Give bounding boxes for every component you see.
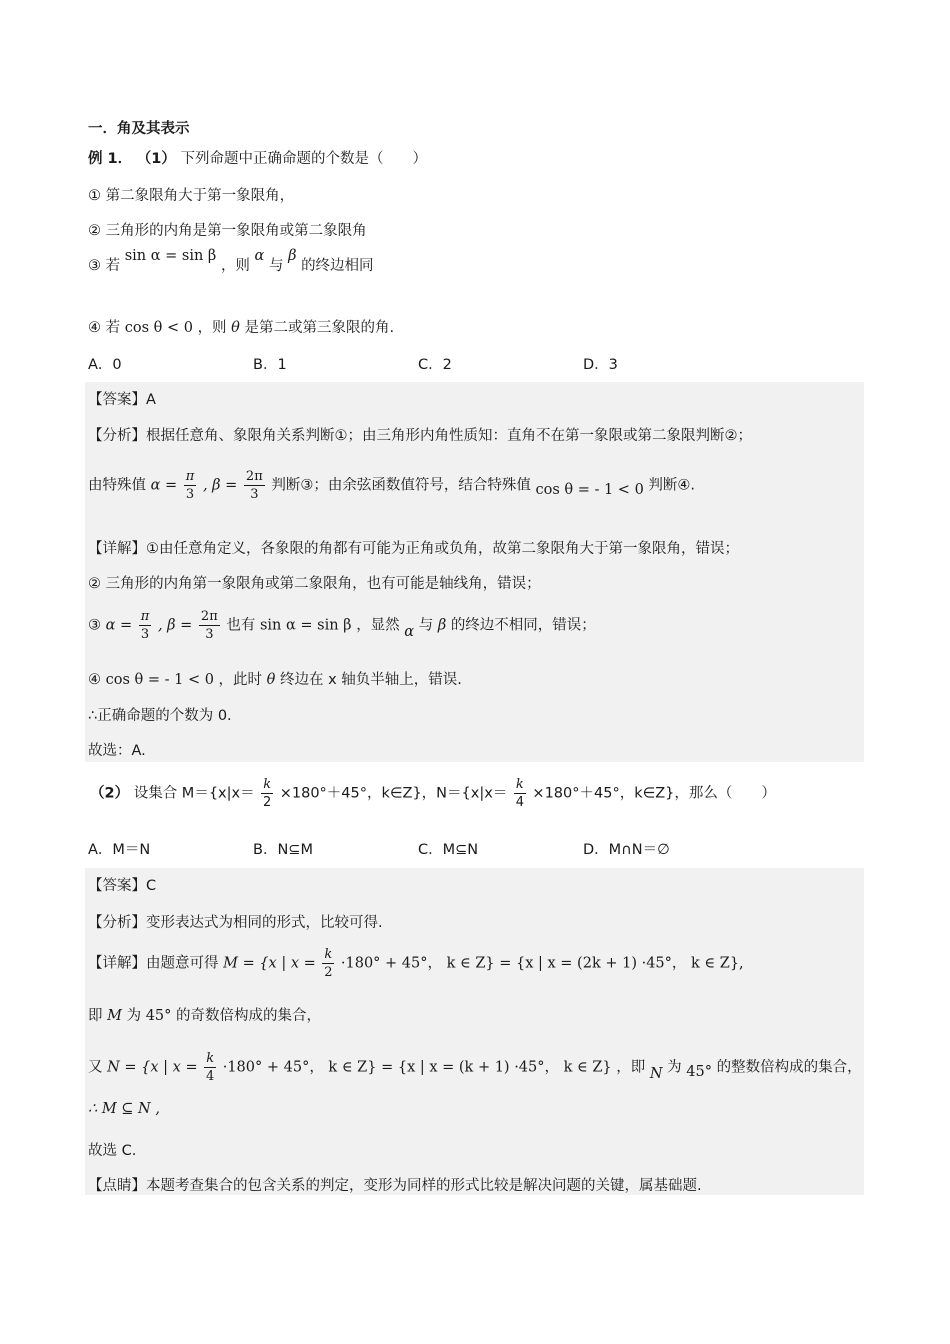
detail-1-line1: 【详解】①由任意角定义，各象限的角都有可能为正角或负角，故第二象限角大于第一象限角，错误； bbox=[88, 541, 739, 557]
detail-3-suffix: 的终边不相同，错误； bbox=[450, 617, 596, 634]
example1-question bbox=[88, 147, 427, 168]
line-text-a: 又 bbox=[88, 1059, 103, 1076]
question-text-b: ×180°＋45°，k∈Z}，N＝{x|x＝ bbox=[279, 785, 508, 802]
analysis-1-line2 bbox=[88, 470, 695, 501]
statement-3-prefix: ③ 若 bbox=[88, 258, 121, 274]
set-m-formula-b: ·180° + 45°， k ∈ Z} = {x | x = (2k + 1) ·45°， k ∈ Z}, bbox=[340, 955, 744, 972]
detail-3-formula: sin α = sin β bbox=[259, 617, 352, 634]
fraction-numerator: k bbox=[324, 947, 333, 962]
cos-formula: cos θ = - 1 < 0 bbox=[535, 481, 644, 498]
alpha-symbol: α bbox=[254, 248, 265, 264]
choice-c: C．2 bbox=[418, 357, 452, 373]
detail-4-mid: ，此时 bbox=[218, 672, 263, 688]
fraction-numerator: k bbox=[515, 777, 524, 792]
detail-4-prefix: ④ bbox=[88, 672, 101, 688]
choice-b: B．1 bbox=[253, 357, 287, 373]
beta-symbol: β bbox=[288, 248, 297, 264]
theta-symbol: θ bbox=[266, 672, 276, 688]
line-text-c: 的奇数倍构成的集合， bbox=[176, 1008, 321, 1024]
answer-1: 【答案】A bbox=[88, 392, 156, 408]
detail-3-prefix: ③ bbox=[88, 617, 101, 634]
choice-d: D．M∩N＝∅ bbox=[583, 842, 670, 858]
question-text-c: ×180°＋45°，k∈Z}，那么（ ） bbox=[532, 785, 776, 802]
analysis-text-c: 判断④. bbox=[648, 477, 696, 494]
detail-2-line4: ∴ M ⊆ N , bbox=[88, 1101, 160, 1117]
example2-question bbox=[90, 778, 776, 809]
choice-c: C．M⊆N bbox=[418, 842, 479, 858]
k-over-4-fraction bbox=[514, 778, 526, 809]
fraction-numerator: 2π bbox=[200, 609, 218, 624]
detail-1-line2: ② 三角形的内角第一象限角或第二象限角，也有可能是轴线角，错误； bbox=[88, 576, 541, 592]
detail-4-formula: cos θ = - 1 < 0 bbox=[105, 672, 214, 688]
detail-1-line3 bbox=[88, 610, 596, 641]
statement-3-formula: sin α = sin β bbox=[124, 248, 217, 264]
fraction-numerator: k bbox=[263, 777, 272, 792]
detail-1-line4 bbox=[88, 668, 462, 689]
line-text-a: 即 bbox=[88, 1008, 103, 1024]
detail-4-suffix: 终边在 x 轴负半轴上，错误. bbox=[280, 672, 462, 688]
beta-equals: , β = bbox=[157, 617, 193, 634]
analysis-1-line1: 【分析】根据任意角、象限角关系判断①；由三角形内角性质知：直角不在第一象限或第二象限判断②； bbox=[88, 428, 752, 444]
detail-text: 【详解】由题意可得 bbox=[88, 955, 219, 972]
choice-a: A．0 bbox=[88, 357, 122, 373]
set-m-formula-a: M = {x | x = bbox=[223, 955, 316, 972]
detail-3-and: 与 bbox=[418, 617, 434, 634]
fraction-denominator: 3 bbox=[185, 487, 195, 502]
alpha-equals: α = bbox=[150, 477, 178, 494]
alpha-symbol: α bbox=[404, 623, 415, 640]
choice-a: A．M＝N bbox=[88, 842, 151, 858]
detail-2-line3 bbox=[88, 1052, 862, 1083]
k-over-2-fraction bbox=[261, 778, 273, 809]
statement-4 bbox=[88, 316, 394, 337]
answer-2: 【答案】C bbox=[88, 878, 157, 894]
fraction-numerator: π bbox=[140, 609, 150, 624]
example-label: 例 1． bbox=[88, 151, 133, 167]
statement-3 bbox=[88, 248, 374, 275]
fraction-denominator: 4 bbox=[206, 1069, 215, 1084]
statement-4-suffix: 是第二或第三象限的角. bbox=[244, 320, 395, 336]
choose-2: 故选 C. bbox=[88, 1143, 137, 1159]
statement-4-mid: ，则 bbox=[197, 320, 227, 336]
line-text-c: 为 bbox=[667, 1059, 682, 1076]
comment-2: 【点睛】本题考查集合的包含关系的判定，变形为同样的形式比较是解决问题的关键，属基础题. bbox=[88, 1178, 702, 1194]
pi-over-3-fraction bbox=[184, 470, 197, 501]
choose-1: 故选：A. bbox=[88, 743, 146, 759]
analysis-text-b: 判断③；由余弦函数值符号，结合特殊值 bbox=[271, 477, 531, 494]
degree-45: 45° bbox=[686, 1063, 712, 1080]
detail-3-mid: 也有 bbox=[226, 617, 256, 634]
choice-b: B．N⊆M bbox=[253, 842, 313, 858]
part-label: （1） bbox=[136, 151, 176, 167]
k-over-4-fraction bbox=[204, 1052, 216, 1083]
part-label: （2） bbox=[90, 785, 130, 802]
beta-equals: , β = bbox=[202, 477, 238, 494]
k-over-2-fraction bbox=[322, 948, 334, 979]
statement-2: ② 三角形的内角是第一象限角或第二象限角 bbox=[88, 223, 367, 239]
choice-d: D．3 bbox=[583, 357, 618, 373]
theta-symbol: θ bbox=[231, 320, 240, 336]
2pi-over-3-fraction bbox=[244, 470, 265, 501]
fraction-denominator: 3 bbox=[250, 487, 259, 502]
set-n-formula-b: ·180° + 45°， k ∈ Z} = {x | x = (k + 1) ·45°， k ∈ Z} bbox=[222, 1059, 612, 1076]
2pi-over-3-fraction bbox=[199, 610, 220, 641]
statement-3-mid: ，则 bbox=[220, 258, 250, 274]
section-title: 一．角及其表示 bbox=[88, 121, 190, 137]
analysis-2: 【分析】变形表达式为相同的形式，比较可得. bbox=[88, 915, 383, 931]
fraction-numerator: 2π bbox=[245, 469, 263, 484]
line-text-b: 为 bbox=[126, 1008, 142, 1024]
analysis-text-a: 由特殊值 bbox=[88, 477, 146, 494]
fraction-denominator: 2 bbox=[324, 965, 333, 980]
detail-2-line2 bbox=[88, 1004, 321, 1025]
degree-45: 45° bbox=[145, 1008, 172, 1024]
fraction-denominator: 3 bbox=[205, 627, 214, 642]
statement-4-prefix: ④ 若 bbox=[88, 320, 121, 336]
question-text: 下列命题中正确命题的个数是（ ） bbox=[180, 151, 427, 167]
line-text-d: 的整数倍构成的集合， bbox=[716, 1059, 862, 1076]
set-m-symbol: M bbox=[107, 1008, 122, 1024]
fraction-denominator: 2 bbox=[263, 795, 272, 810]
detail-3-mid2: ，显然 bbox=[356, 617, 400, 634]
conclusion-1: ∴正确命题的个数为 0. bbox=[88, 708, 232, 724]
statement-4-formula: cos θ < 0 bbox=[124, 320, 193, 336]
set-n-symbol: N bbox=[649, 1065, 663, 1082]
statement-3-and: 与 bbox=[268, 258, 284, 274]
beta-symbol: β bbox=[437, 617, 447, 634]
alpha-equals: α = bbox=[105, 617, 133, 634]
detail-2-line1 bbox=[88, 948, 744, 979]
fraction-denominator: 3 bbox=[140, 627, 150, 642]
line-text-b: ，即 bbox=[616, 1059, 646, 1076]
fraction-numerator: π bbox=[185, 469, 195, 484]
question-text-a: 设集合 M＝{x|x＝ bbox=[133, 785, 255, 802]
set-n-formula-a: N = {x | x = bbox=[107, 1059, 198, 1076]
statement-1: ① 第二象限角大于第一象限角， bbox=[88, 188, 295, 204]
fraction-numerator: k bbox=[206, 1051, 215, 1066]
pi-over-3-fraction bbox=[139, 610, 152, 641]
statement-3-suffix: 的终边相同 bbox=[301, 258, 374, 274]
fraction-denominator: 4 bbox=[515, 795, 524, 810]
